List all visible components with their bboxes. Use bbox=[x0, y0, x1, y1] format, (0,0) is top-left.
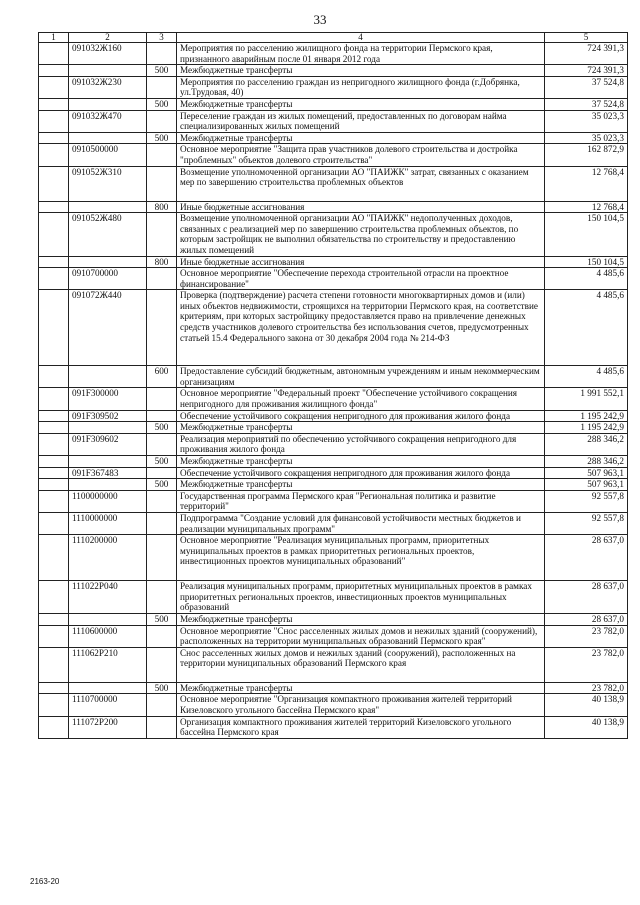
cell-description: Межбюджетные трансферты bbox=[177, 456, 545, 468]
cell-description: Основное мероприятие "Обеспечение перехода строительной отрасли на проектное финансирование" bbox=[177, 268, 545, 290]
cell-amount: 28 637,0 bbox=[545, 581, 628, 614]
table-row bbox=[39, 268, 628, 290]
cell-budget-code: 1110600000 bbox=[69, 625, 147, 647]
table-row bbox=[39, 256, 628, 268]
cell-budget-code bbox=[69, 456, 147, 468]
cell-description: Мероприятия по расселению жилищного фонда на территории Пермского края, признанного аварийным после 01 января 2012 года bbox=[177, 43, 545, 65]
cell-expense-kind bbox=[147, 513, 177, 535]
cell-amount: 4 485,6 bbox=[545, 268, 628, 290]
cell-description: Межбюджетные трансферты bbox=[177, 682, 545, 694]
cell-amount: 150 104,5 bbox=[545, 213, 628, 256]
cell-description: Предоставление субсидий бюджетным, автономным учреждениям и иным некоммерческим организациям bbox=[177, 366, 545, 388]
cell-description: Обеспечение устойчивого сокращения непригодного для проживания жилого фонда bbox=[177, 410, 545, 422]
cell-budget-code bbox=[69, 682, 147, 694]
cell-col1 bbox=[39, 647, 69, 682]
table-row bbox=[39, 716, 628, 738]
column-header-4: 4 bbox=[177, 33, 545, 43]
page-number: 33 bbox=[313, 12, 327, 27]
cell-expense-kind bbox=[147, 43, 177, 65]
cell-budget-code bbox=[69, 132, 147, 144]
cell-description: Проверка (подтверждение) расчета степени готовности многоквартирных домов и (или) иных объектов недвижимости, строящихся на территории Пермского края, на соответствие критериям, при которых застройщику предоставляется право на привлечение денежных средств участников долевого строительства без использования счетов, предусмотренных статьей 15.4 Федерального закона от 30 декабря 2004 года № 214-ФЗ bbox=[177, 290, 545, 366]
cell-expense-kind bbox=[147, 213, 177, 256]
cell-col1 bbox=[39, 132, 69, 144]
cell-description: Межбюджетные трансферты bbox=[177, 422, 545, 434]
cell-amount: 1 195 242,9 bbox=[545, 410, 628, 422]
cell-budget-code bbox=[69, 613, 147, 625]
column-header-2: 2 bbox=[69, 33, 147, 43]
table-row bbox=[39, 366, 628, 388]
cell-description: Межбюджетные трансферты bbox=[177, 132, 545, 144]
cell-col1 bbox=[39, 410, 69, 422]
cell-description: Организация компактного проживания жителей территорий Кизеловского угольного бассейна Пермского края bbox=[177, 716, 545, 738]
budget-table bbox=[38, 32, 628, 739]
cell-description: Основное мероприятие "Защита прав участников долевого строительства и достройка "проблемных" объектов долевого строительства" bbox=[177, 144, 545, 166]
table-row bbox=[39, 694, 628, 716]
cell-amount: 37 524,8 bbox=[545, 98, 628, 110]
cell-budget-code: 1100000000 bbox=[69, 490, 147, 512]
cell-expense-kind: 500 bbox=[147, 65, 177, 77]
table-row bbox=[39, 479, 628, 491]
cell-col1 bbox=[39, 467, 69, 479]
cell-description: Возмещение уполномоченной организации АО "ПАИЖК" недополученных доходов, связанных с реализацией мер по завершению строительства проблемных объектов, по которым застройщик не выполнил обязательства по строительству и предоставлению жилых помещений bbox=[177, 213, 545, 256]
cell-col1 bbox=[39, 76, 69, 98]
cell-expense-kind bbox=[147, 647, 177, 682]
cell-description: Межбюджетные трансферты bbox=[177, 613, 545, 625]
cell-expense-kind bbox=[147, 290, 177, 366]
cell-amount: 40 138,9 bbox=[545, 694, 628, 716]
cell-description: Переселение граждан из жилых помещений, предоставленных по договорам найма специализированных жилых помещений bbox=[177, 110, 545, 132]
cell-expense-kind bbox=[147, 388, 177, 410]
table-row bbox=[39, 110, 628, 132]
table-row bbox=[39, 625, 628, 647]
table-row bbox=[39, 76, 628, 98]
cell-description: Межбюджетные трансферты bbox=[177, 479, 545, 491]
cell-budget-code: 091032Ж470 bbox=[69, 110, 147, 132]
cell-budget-code: 091F309602 bbox=[69, 433, 147, 455]
cell-description: Возмещение уполномоченной организации АО "ПАИЖК" затрат, связанных с оказанием мер по завершению строительства проблемных объектов bbox=[177, 166, 545, 201]
cell-amount: 162 872,9 bbox=[545, 144, 628, 166]
table-row bbox=[39, 132, 628, 144]
cell-col1 bbox=[39, 290, 69, 366]
cell-expense-kind bbox=[147, 467, 177, 479]
cell-description: Иные бюджетные ассигнования bbox=[177, 201, 545, 213]
cell-budget-code: 091F309502 bbox=[69, 410, 147, 422]
cell-description: Межбюджетные трансферты bbox=[177, 98, 545, 110]
cell-budget-code: 1110700000 bbox=[69, 694, 147, 716]
cell-budget-code: 091032Ж230 bbox=[69, 76, 147, 98]
cell-description: Снос расселенных жилых домов и нежилых зданий (сооружений), расположенных на территории муниципальных образований Пермского края bbox=[177, 647, 545, 682]
cell-budget-code bbox=[69, 98, 147, 110]
cell-expense-kind: 500 bbox=[147, 613, 177, 625]
cell-amount: 724 391,3 bbox=[545, 65, 628, 77]
cell-description: Основное мероприятие "Снос расселенных жилых домов и нежилых зданий (сооружений), расположенных на территории муниципальных образований Пермского края" bbox=[177, 625, 545, 647]
cell-description: Основное мероприятие "Федеральный проект "Обеспечение устойчивого сокращения непригодного для проживания жилищного фонда" bbox=[177, 388, 545, 410]
cell-expense-kind bbox=[147, 625, 177, 647]
cell-amount: 4 485,6 bbox=[545, 290, 628, 366]
cell-amount: 23 782,0 bbox=[545, 647, 628, 682]
cell-amount: 28 637,0 bbox=[545, 613, 628, 625]
cell-amount: 724 391,3 bbox=[545, 43, 628, 65]
cell-expense-kind: 800 bbox=[147, 256, 177, 268]
cell-expense-kind bbox=[147, 110, 177, 132]
table-row bbox=[39, 98, 628, 110]
cell-col1 bbox=[39, 201, 69, 213]
cell-amount: 507 963,1 bbox=[545, 467, 628, 479]
cell-col1 bbox=[39, 694, 69, 716]
table-body bbox=[39, 43, 628, 739]
cell-description: Подпрограмма "Создание условий для финансовой устойчивости местных бюджетов и реализации муниципальных программ" bbox=[177, 513, 545, 535]
cell-col1 bbox=[39, 98, 69, 110]
cell-amount: 288 346,2 bbox=[545, 433, 628, 455]
cell-description: Обеспечение устойчивого сокращения непригодного для проживания жилого фонда bbox=[177, 467, 545, 479]
cell-expense-kind: 500 bbox=[147, 479, 177, 491]
table-row bbox=[39, 388, 628, 410]
cell-col1 bbox=[39, 490, 69, 512]
cell-col1 bbox=[39, 422, 69, 434]
table-row bbox=[39, 213, 628, 256]
cell-col1 bbox=[39, 716, 69, 738]
cell-amount: 1 195 242,9 bbox=[545, 422, 628, 434]
cell-expense-kind bbox=[147, 694, 177, 716]
table-row bbox=[39, 490, 628, 512]
table-row bbox=[39, 456, 628, 468]
cell-col1 bbox=[39, 268, 69, 290]
cell-amount: 92 557,8 bbox=[545, 513, 628, 535]
cell-amount: 23 782,0 bbox=[545, 682, 628, 694]
cell-expense-kind bbox=[147, 490, 177, 512]
cell-col1 bbox=[39, 166, 69, 201]
cell-budget-code bbox=[69, 256, 147, 268]
cell-budget-code: 0910500000 bbox=[69, 144, 147, 166]
cell-description: Межбюджетные трансферты bbox=[177, 65, 545, 77]
cell-budget-code: 0910700000 bbox=[69, 268, 147, 290]
column-header-3: 3 bbox=[147, 33, 177, 43]
cell-expense-kind: 500 bbox=[147, 456, 177, 468]
cell-amount: 288 346,2 bbox=[545, 456, 628, 468]
cell-col1 bbox=[39, 65, 69, 77]
cell-expense-kind bbox=[147, 433, 177, 455]
cell-budget-code: 111062Р210 bbox=[69, 647, 147, 682]
table-row bbox=[39, 535, 628, 581]
table-row bbox=[39, 581, 628, 614]
cell-col1 bbox=[39, 144, 69, 166]
table-row bbox=[39, 467, 628, 479]
cell-amount: 507 963,1 bbox=[545, 479, 628, 491]
cell-amount: 92 557,8 bbox=[545, 490, 628, 512]
cell-amount: 150 104,5 bbox=[545, 256, 628, 268]
cell-col1 bbox=[39, 213, 69, 256]
cell-budget-code bbox=[69, 366, 147, 388]
cell-budget-code: 091072Ж440 bbox=[69, 290, 147, 366]
cell-expense-kind bbox=[147, 410, 177, 422]
cell-budget-code: 091052Ж310 bbox=[69, 166, 147, 201]
cell-expense-kind bbox=[147, 144, 177, 166]
cell-amount: 23 782,0 bbox=[545, 625, 628, 647]
cell-expense-kind: 500 bbox=[147, 682, 177, 694]
cell-col1 bbox=[39, 513, 69, 535]
cell-description: Основное мероприятие "Реализация муниципальных программ, приоритетных муниципальных проектов в рамках приоритетных региональных проектов, инвестиционных проектов муниципальных образований" bbox=[177, 535, 545, 581]
table-row bbox=[39, 422, 628, 434]
table-row bbox=[39, 65, 628, 77]
cell-budget-code: 111022Р040 bbox=[69, 581, 147, 614]
cell-expense-kind bbox=[147, 716, 177, 738]
cell-expense-kind: 800 bbox=[147, 201, 177, 213]
cell-budget-code bbox=[69, 201, 147, 213]
cell-description: Иные бюджетные ассигнования bbox=[177, 256, 545, 268]
header-row bbox=[39, 33, 628, 43]
cell-col1 bbox=[39, 433, 69, 455]
cell-col1 bbox=[39, 388, 69, 410]
table-row bbox=[39, 166, 628, 201]
cell-expense-kind: 500 bbox=[147, 98, 177, 110]
table-row bbox=[39, 682, 628, 694]
cell-col1 bbox=[39, 43, 69, 65]
cell-amount: 28 637,0 bbox=[545, 535, 628, 581]
cell-amount: 37 524,8 bbox=[545, 76, 628, 98]
cell-description: Реализация муниципальных программ, приоритетных муниципальных проектов в рамках приоритетных региональных проектов, инвестиционных проектов муниципальных образований bbox=[177, 581, 545, 614]
cell-budget-code: 091052Ж480 bbox=[69, 213, 147, 256]
column-header-1: 1 bbox=[39, 33, 69, 43]
cell-budget-code bbox=[69, 65, 147, 77]
cell-amount: 12 768,4 bbox=[545, 201, 628, 213]
cell-col1 bbox=[39, 479, 69, 491]
cell-amount: 35 023,3 bbox=[545, 110, 628, 132]
cell-col1 bbox=[39, 613, 69, 625]
cell-col1 bbox=[39, 535, 69, 581]
table-row bbox=[39, 201, 628, 213]
footer-code: 2163-20 bbox=[30, 877, 60, 886]
table-row bbox=[39, 433, 628, 455]
table-row bbox=[39, 513, 628, 535]
table-row bbox=[39, 43, 628, 65]
table-row bbox=[39, 144, 628, 166]
cell-expense-kind bbox=[147, 581, 177, 614]
cell-budget-code: 1110200000 bbox=[69, 535, 147, 581]
cell-col1 bbox=[39, 110, 69, 132]
cell-amount: 1 991 552,1 bbox=[545, 388, 628, 410]
cell-amount: 4 485,6 bbox=[545, 366, 628, 388]
cell-description: Основное мероприятие "Организация компактного проживания жителей территорий Кизеловского угольного бассейна Пермского края" bbox=[177, 694, 545, 716]
column-header-5: 5 bbox=[545, 33, 628, 43]
cell-budget-code: 111072Р200 bbox=[69, 716, 147, 738]
cell-expense-kind: 600 bbox=[147, 366, 177, 388]
table-row bbox=[39, 290, 628, 366]
cell-budget-code bbox=[69, 479, 147, 491]
cell-col1 bbox=[39, 366, 69, 388]
cell-amount: 12 768,4 bbox=[545, 166, 628, 201]
table-row bbox=[39, 647, 628, 682]
cell-expense-kind: 500 bbox=[147, 422, 177, 434]
cell-expense-kind bbox=[147, 76, 177, 98]
cell-col1 bbox=[39, 625, 69, 647]
cell-description: Реализация мероприятий по обеспечению устойчивого сокращения непригодного для проживания жилого фонда bbox=[177, 433, 545, 455]
cell-description: Мероприятия по расселению граждан из непригодного жилищного фонда (г.Добрянка, ул.Трудовая, 40) bbox=[177, 76, 545, 98]
cell-budget-code: 091F300000 bbox=[69, 388, 147, 410]
cell-description: Государственная программа Пермского края "Региональная политика и развитие территорий" bbox=[177, 490, 545, 512]
cell-amount: 40 138,9 bbox=[545, 716, 628, 738]
cell-budget-code: 091032Ж160 bbox=[69, 43, 147, 65]
cell-budget-code bbox=[69, 422, 147, 434]
cell-col1 bbox=[39, 682, 69, 694]
cell-expense-kind bbox=[147, 166, 177, 201]
table-row bbox=[39, 613, 628, 625]
cell-col1 bbox=[39, 456, 69, 468]
cell-col1 bbox=[39, 581, 69, 614]
cell-budget-code: 091F367483 bbox=[69, 467, 147, 479]
cell-expense-kind: 500 bbox=[147, 132, 177, 144]
table-row bbox=[39, 410, 628, 422]
cell-amount: 35 023,3 bbox=[545, 132, 628, 144]
cell-col1 bbox=[39, 256, 69, 268]
cell-expense-kind bbox=[147, 268, 177, 290]
cell-expense-kind bbox=[147, 535, 177, 581]
cell-budget-code: 1110000000 bbox=[69, 513, 147, 535]
